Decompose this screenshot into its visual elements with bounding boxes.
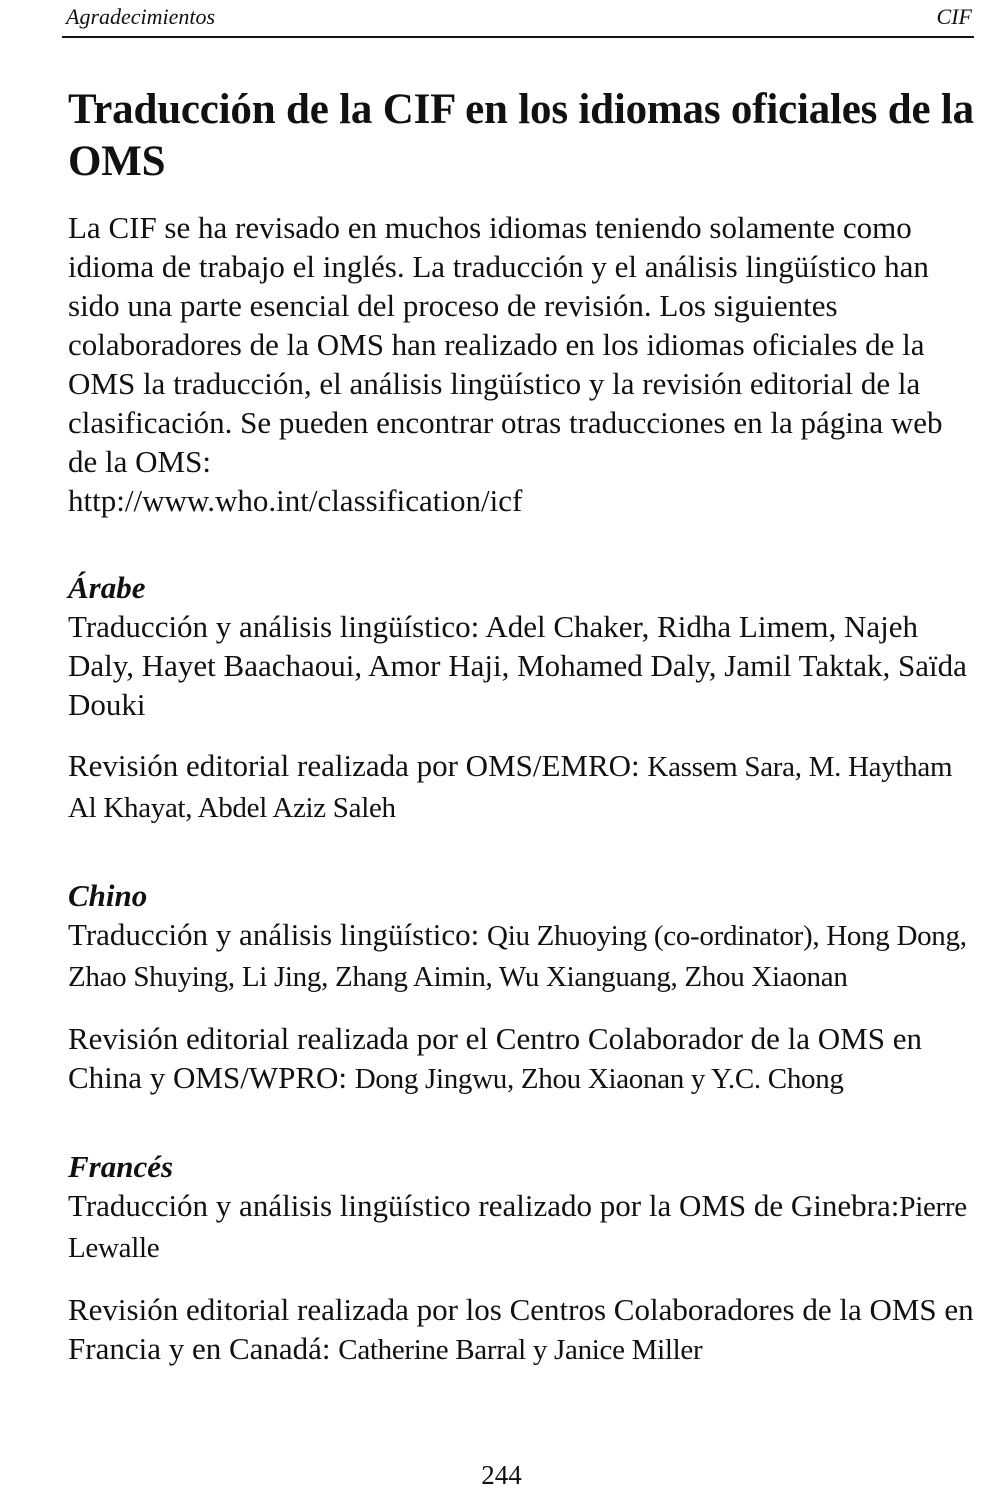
intro-paragraph bbox=[68, 208, 978, 520]
language-heading: Árabe bbox=[68, 570, 146, 605]
intro-text: La CIF se ha revisado en muchos idiomas teniendo solamente como idioma de trabajo el inglés. La traducción y el análisis lingüístico han sido una parte esencial del proceso de revisión. Los siguientes colaboradores de la OMS han realizado en los idiomas oficiales de la OMS la traducción, el análisis lingüístico y la revisión editorial de la clasificación. Se pueden encontrar otras traducciones en la página web de la OMS: bbox=[68, 210, 943, 479]
page-title: Traducción de la CIF en los idiomas oficiales de la OMS bbox=[68, 86, 974, 185]
review-credits bbox=[68, 1290, 978, 1370]
translation-credits bbox=[68, 915, 978, 997]
review-names: Dong Jingwu, Zhou Xiaonan y Y.C. Chong bbox=[354, 1063, 844, 1095]
review-names: Catherine Barral y Janice Miller bbox=[338, 1334, 703, 1366]
page-content bbox=[68, 84, 978, 1418]
review-label: Revisión editorial realizada por el Centro Colaborador de la OMS en China y OMS/WPRO: bbox=[68, 1021, 922, 1095]
running-header-section: Agradecimientos bbox=[66, 4, 216, 29]
language-heading: Chino bbox=[68, 878, 148, 913]
review-names: Kassem Sara, M. Haytham Al Khayat, Abdel Aziz Saleh bbox=[68, 751, 953, 824]
review-credits bbox=[68, 746, 978, 828]
translation-label: Traducción y análisis lingüístico: bbox=[68, 917, 488, 952]
language-heading: Francés bbox=[68, 1149, 174, 1184]
translation-names: Adel Chaker, Ridha Limem, Najeh Daly, Hayet Baachaoui, Amor Haji, Mohamed Daly, Jamil Taktak, Saïda Douki bbox=[68, 609, 967, 722]
section-chinese bbox=[68, 876, 978, 1099]
section-french bbox=[68, 1147, 978, 1370]
who-url: http://www.who.int/classification/icf bbox=[68, 483, 523, 518]
section-arabic bbox=[68, 568, 978, 828]
translation-credits bbox=[68, 607, 978, 724]
page-number: 244 bbox=[481, 1460, 522, 1490]
review-credits bbox=[68, 1019, 978, 1099]
running-header bbox=[62, 0, 974, 38]
translation-credits bbox=[68, 1186, 978, 1268]
review-label: Revisión editorial realizada por OMS/EMRO: bbox=[68, 748, 648, 783]
running-header-book: CIF bbox=[936, 4, 972, 29]
review-label: Revisión editorial realizada por los Centros Colaboradores de la OMS en Francia y en Canadá: bbox=[68, 1292, 974, 1366]
translation-names: Qiu Zhuoying (co-ordinator), Hong Dong, Zhao Shuying, Li Jing, Zhang Aimin, Wu Xianguang, Zhou Xiaonan bbox=[68, 920, 967, 993]
translation-names: Pierre Lewalle bbox=[68, 1191, 967, 1264]
translation-label: Traducción y análisis lingüístico: bbox=[68, 609, 486, 644]
translation-label: Traducción y análisis lingüístico realizado por la OMS de Ginebra: bbox=[68, 1188, 900, 1223]
